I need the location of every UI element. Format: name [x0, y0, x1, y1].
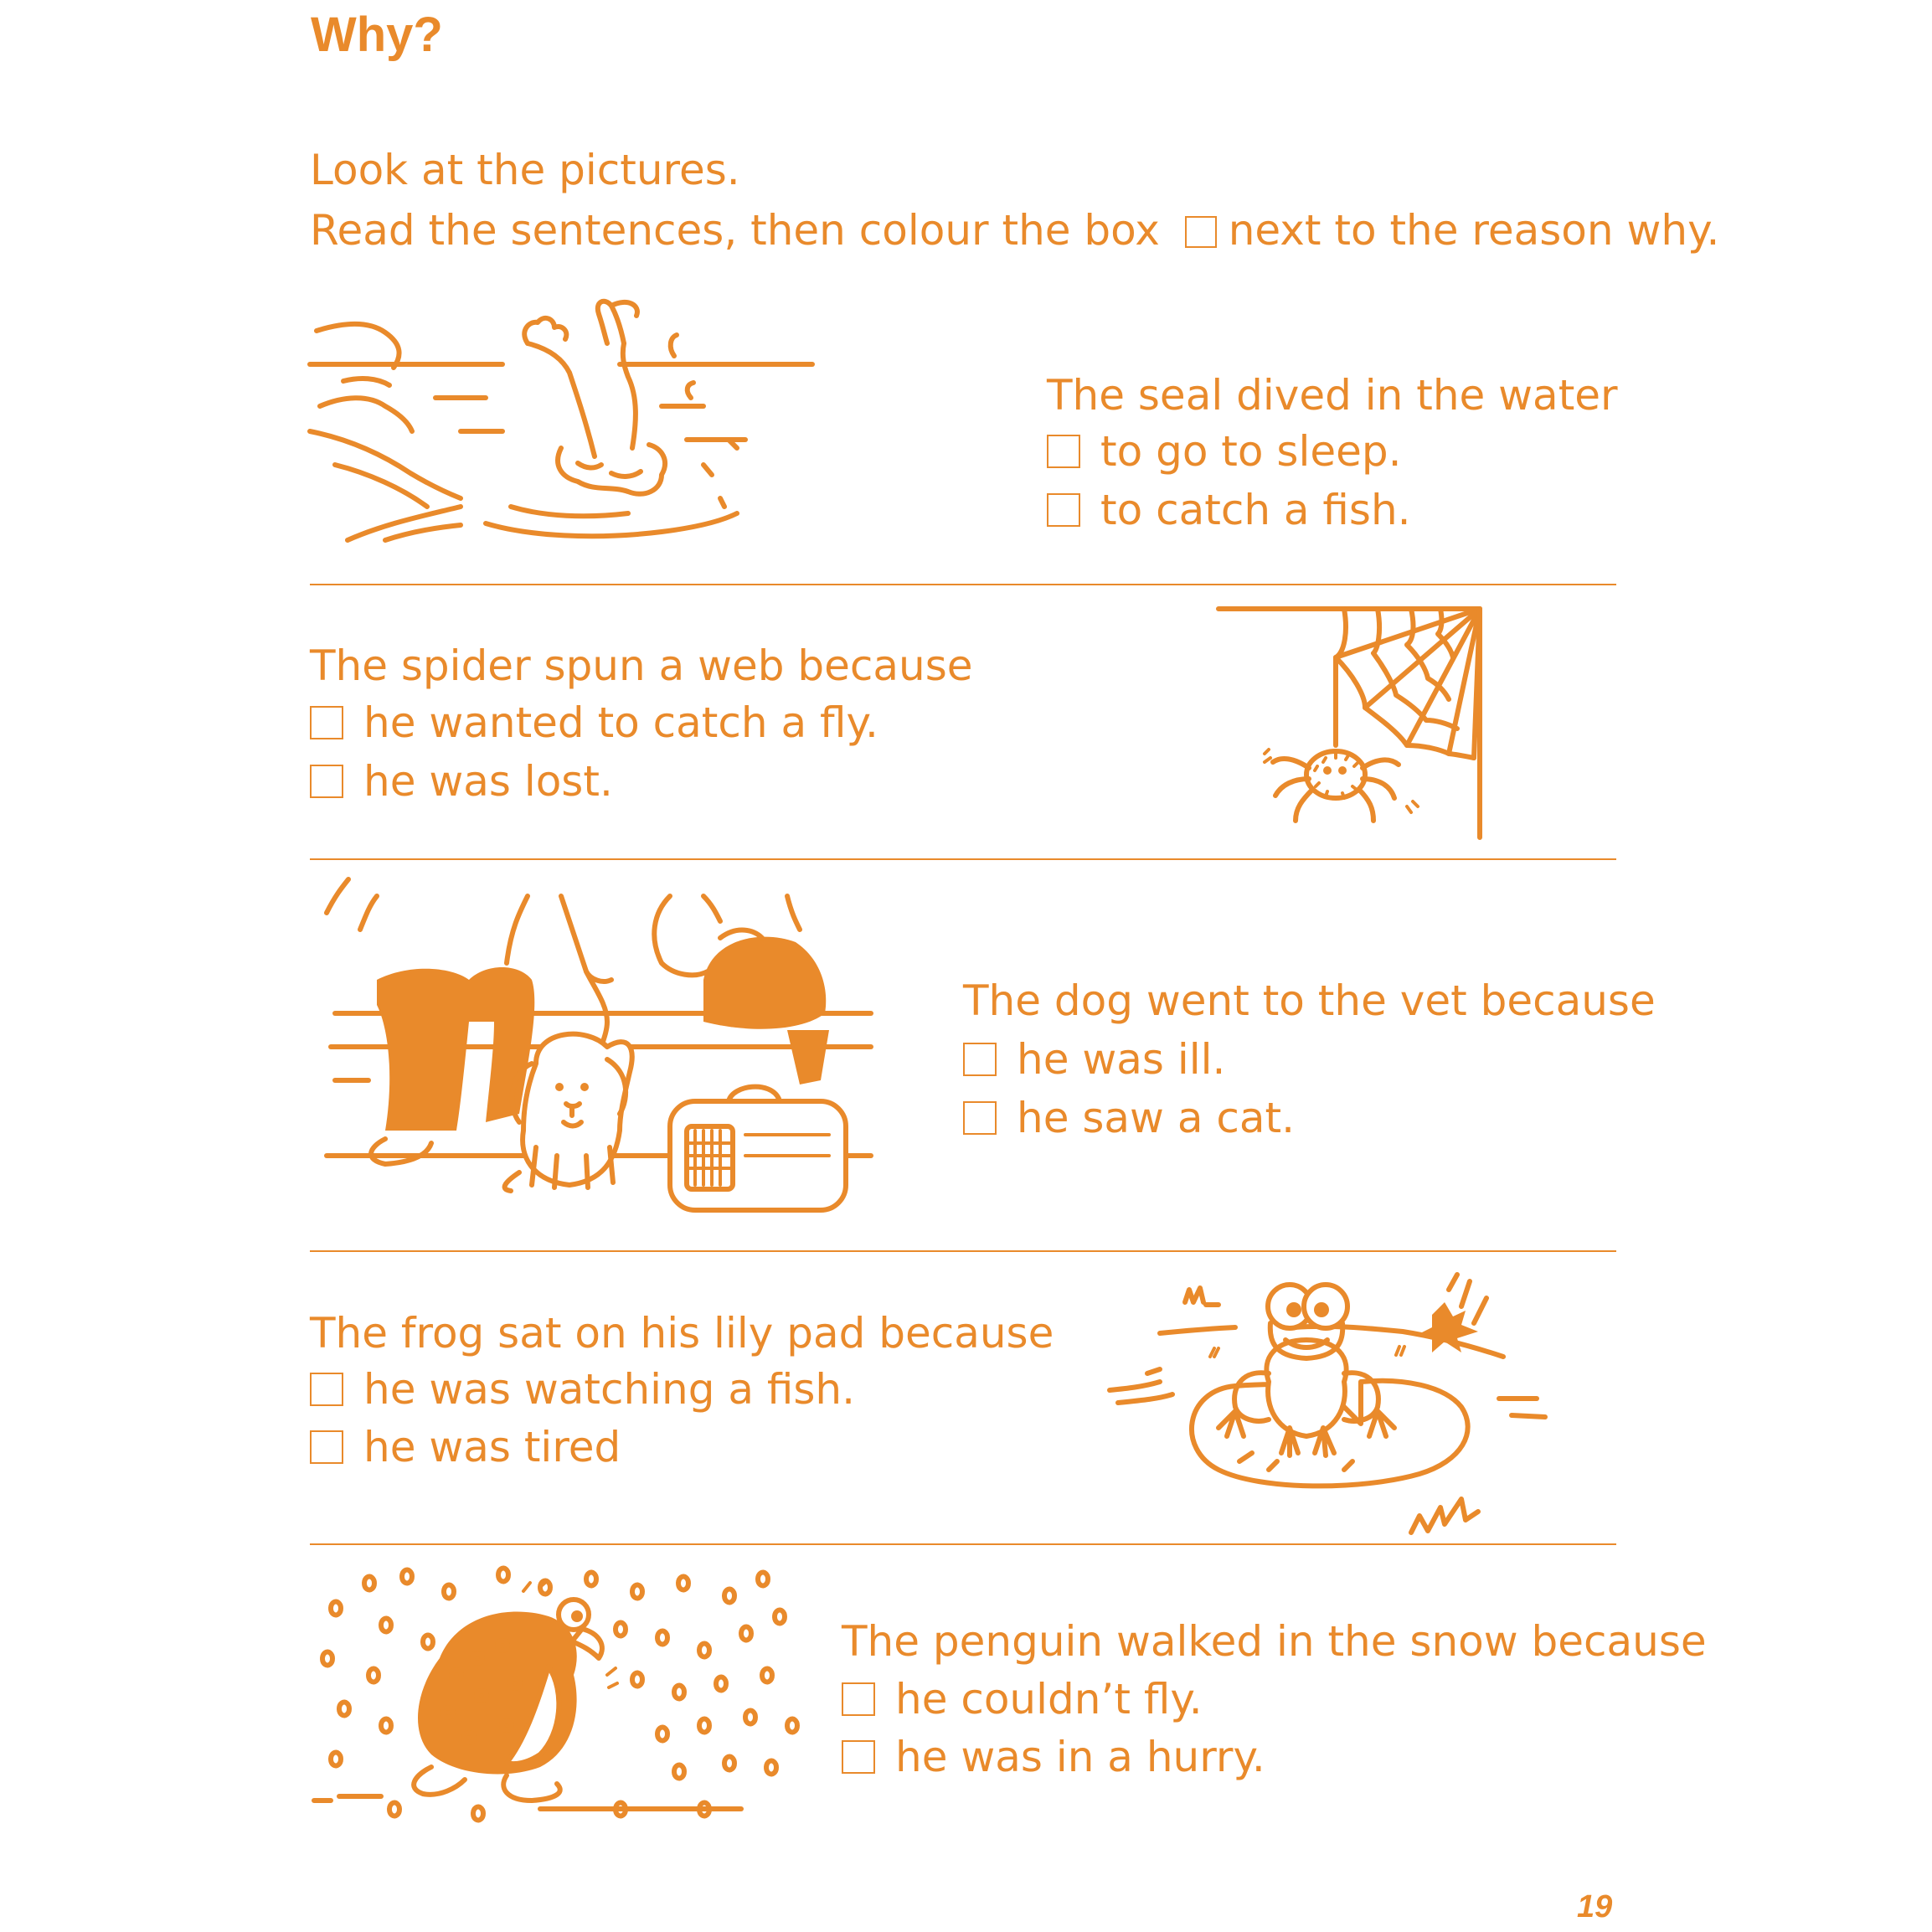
option-label: he was watching a fish. [363, 1365, 856, 1414]
checkbox[interactable] [842, 1682, 875, 1716]
question-4-option-1[interactable] [310, 1365, 856, 1414]
section-divider [310, 1543, 1616, 1545]
checkbox[interactable] [310, 1373, 343, 1406]
spider-web-illustration [1218, 607, 1486, 842]
section-divider [310, 858, 1616, 860]
question-3-option-2[interactable] [963, 1094, 1295, 1142]
instruction-line-2 [310, 206, 1720, 255]
question-1-option-2[interactable] [1047, 486, 1411, 534]
question-4-option-2[interactable] [310, 1423, 621, 1471]
instruction-line-2-end: next to the reason why. [1228, 206, 1720, 255]
instruction-line-1: Look at the pictures. [310, 146, 740, 194]
example-box-icon [1185, 216, 1217, 248]
option-label: he was lost. [363, 757, 613, 806]
checkbox[interactable] [842, 1740, 875, 1774]
frog-lily-pad-illustration [1110, 1265, 1579, 1541]
option-label: he was in a hurry. [895, 1733, 1265, 1781]
checkbox[interactable] [310, 1430, 343, 1464]
checkbox[interactable] [310, 765, 343, 798]
penguin-snow-illustration [306, 1558, 808, 1834]
instruction-line-2-start: Read the sentences, then colour the box [310, 206, 1160, 255]
seal-diving-illustration [310, 297, 821, 557]
question-5-sentence: The penguin walked in the snow because [842, 1617, 1707, 1666]
question-2-sentence: The spider spun a web because [310, 641, 973, 690]
section-divider [310, 584, 1616, 585]
question-2-option-2[interactable] [310, 757, 613, 806]
option-label: he was tired [363, 1423, 621, 1471]
question-1-sentence: The seal dived in the water [1047, 371, 1618, 420]
option-label: he was ill. [1017, 1035, 1226, 1084]
option-label: to go to sleep. [1100, 427, 1402, 476]
checkbox[interactable] [963, 1043, 997, 1076]
checkbox[interactable] [1047, 493, 1080, 527]
question-3-sentence: The dog went to the vet because [963, 976, 1656, 1025]
question-1-option-1[interactable] [1047, 427, 1402, 476]
option-label: he wanted to catch a fly. [363, 698, 878, 747]
option-label: to catch a fish. [1100, 486, 1411, 534]
question-4-sentence: The frog sat on his lily pad because [310, 1309, 1054, 1358]
page-title: Why? [311, 8, 443, 62]
question-5-option-2[interactable] [842, 1733, 1265, 1781]
option-label: he saw a cat. [1017, 1094, 1295, 1142]
question-3-option-1[interactable] [963, 1035, 1226, 1084]
section-divider [310, 1250, 1616, 1252]
question-5-option-1[interactable] [842, 1675, 1203, 1723]
page-number: 19 [1577, 1889, 1613, 1924]
question-2-option-1[interactable] [310, 698, 878, 747]
dog-at-vet-illustration [318, 879, 888, 1231]
checkbox[interactable] [1047, 435, 1080, 468]
checkbox[interactable] [963, 1101, 997, 1135]
checkbox[interactable] [310, 706, 343, 739]
option-label: he couldn’t fly. [895, 1675, 1203, 1723]
